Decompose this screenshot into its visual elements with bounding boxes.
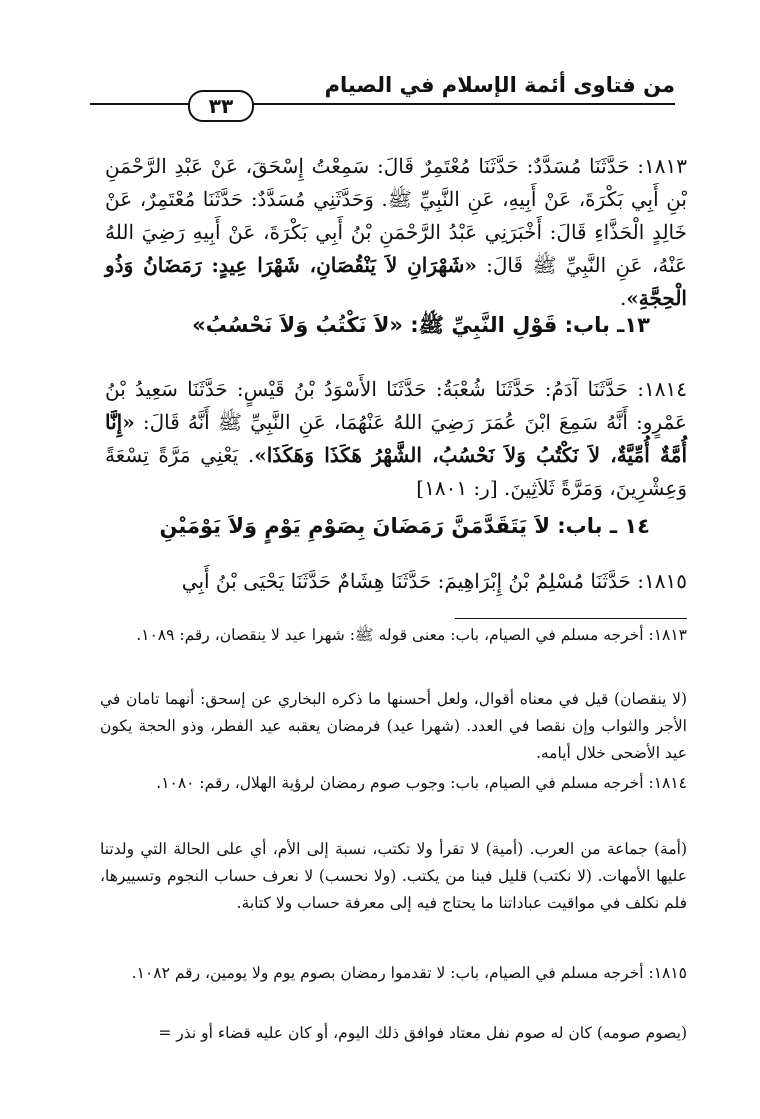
narration-chain: ١٨١٣: حَدَّثَنَا مُسَدَّدٌ: حَدَّثَنَا مُعْتَمِرٌ قَالَ: سَمِعْتُ إِسْحَقَ، عَنْ عَبْدِ الرَّحْمَنِ بْنِ أَبِي بَكْرَةَ، عَنْ أَبِيهِ، عَنِ النَّبِيِّ ﷺ. وَحَدَّثَنِي مُسَدَّدٌ: حَدَّثَنَا مُعْتَمِرٌ، عَنْ خَالِدٍ الْحَذَّاءِ قَالَ: أَخْبَرَنِي عَبْدُ الرَّحْمَنِ بْنُ أَبِي بَكْرَةَ، عَنْ أَبِيهِ رَضِيَ اللهُ عَنْهُ، عَنِ النَّبِيِّ ﷺ قَالَ: bbox=[105, 154, 688, 277]
footnote-1813: ١٨١٣: أخرجه مسلم في الصيام، باب: معنى قوله ﷺ: شهرا عيد لا ينقصان، رقم: ١٠٨٩. bbox=[136, 626, 687, 644]
hadith-text: «إِنَّا أُمَّةٌ أُمِّيَّةٌ، لاَ نَكْتُبُ وَلاَ نَحْسُبُ، الشَّهْرُ هَكَذَا وَهَكَذَا» bbox=[105, 410, 687, 467]
footnote-1815: ١٨١٥: أخرجه مسلم في الصيام، باب: لا تقدموا رمضان بصوم يوم ولا يومين، رقم ١٠٨٢. bbox=[131, 964, 687, 982]
hadith-paragraph-1815: ١٨١٥: حَدَّثَنَا مُسْلِمُ بْنُ إِبْرَاهِيمَ: حَدَّثَنَا هِشَامٌ حَدَّثَنَا يَحْيَى بْنُ أَبِي bbox=[181, 569, 687, 593]
paragraph-end: . يَعْنِي مَرَّةً تِسْعَةً وَعِشْرِينَ، وَمَرَّةً ثَلاَثِينَ. [ر: ١٨٠١] bbox=[105, 443, 687, 500]
running-header-title: من فتاوى أئمة الإسلام في الصيام bbox=[324, 73, 675, 97]
chapter-heading-14: ١٤ ـ باب: لاَ يَتَقَدَّمَنَّ رَمَضَانَ بِصَوْمِ يَوْمٍ وَلاَ يَوْمَيْنِ bbox=[159, 514, 650, 538]
footnote-separator bbox=[455, 618, 687, 619]
footnote-1814: ١٨١٤: أخرجه مسلم في الصيام، باب: وجوب صوم رمضان لرؤية الهلال، رقم: ١٠٨٠. bbox=[156, 774, 687, 792]
paragraph-end: . bbox=[619, 286, 627, 310]
hadith-paragraph-1813 bbox=[105, 150, 687, 315]
hadith-paragraph-1814 bbox=[105, 373, 687, 505]
page-number: ٣٣ bbox=[188, 90, 254, 122]
header-rule bbox=[90, 103, 675, 105]
footnote-1813-gloss: (لا ينقصان) قيل في معناه أقوال، ولعل أحسنها ما ذكره البخاري عن إسحق: أنهما تامان في الأجر والثواب وإن نقصا في العدد. (شهرا عيد) فرمضان يعقبه عيد الفطر، وذو الحجة يكون عيد الأضحى خلال أيامه. bbox=[100, 690, 687, 762]
footnote-1814-gloss: (أمة) جماعة من العرب. (أمية) لا تقرأ ولا تكتب، نسبة إلى الأم، أي على الحالة التي ولدتنا عليها الأمهات. (لا نكتب) قليل فينا من يكتب. (ولا نحسب) لا نعرف حساب النجوم وتسييرها، فلم نكلف في مواقيت عباداتنا ما يحتاج فيه إلى معرفة حساب ولا كتابة. bbox=[100, 840, 687, 912]
hadith-text: «شَهْرَانِ لاَ يَنْقُصَانِ، شَهْرَا عِيدٍ: رَمَضَانُ وَذُو الْحِجَّةِ» bbox=[105, 253, 687, 310]
chapter-heading-13: ١٣ـ باب: قَوْلِ النَّبِيِّ ﷺ: «لاَ نَكْتُبُ وَلاَ نَحْسُبُ» bbox=[192, 313, 650, 337]
footnote-1815-gloss: (يصوم صومه) كان له صوم نفل معتاد فوافق ذلك اليوم، أو كان عليه قضاء أو نذر = bbox=[158, 1024, 687, 1042]
narration-chain: ١٨١٤: حَدَّثَنَا آدَمُ: حَدَّثَنَا شُعْبَةُ: حَدَّثَنَا الأَسْوَدُ بْنُ قَيْسٍ: حَدَّثَنَا سَعِيدُ بْنُ عَمْرٍو: أَنَّهُ سَمِعَ ابْنَ عُمَرَ رَضِيَ اللهُ عَنْهُمَا، عَنِ النَّبِيِّ ﷺ أَنَّهُ قَالَ: bbox=[105, 377, 687, 434]
